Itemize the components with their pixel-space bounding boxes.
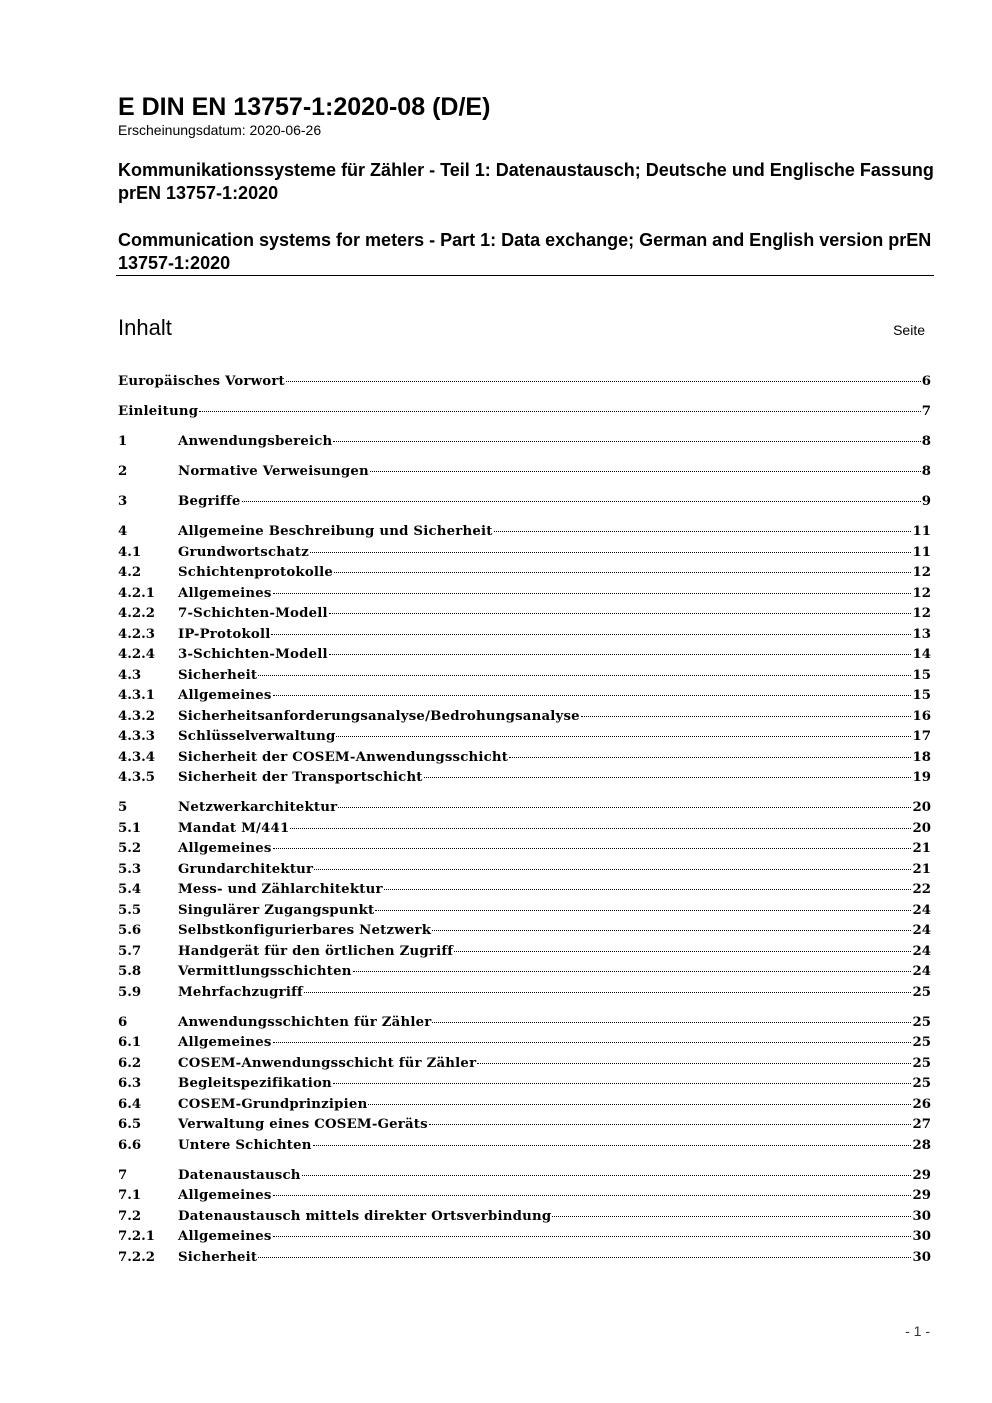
toc-dot-leader (273, 1195, 912, 1196)
toc-entry[interactable] (118, 1033, 931, 1054)
toc-dot-leader (429, 1124, 912, 1125)
toc-entry-title: Mehrfachzugriff (178, 984, 303, 1000)
toc-entry-title: COSEM-Anwendungsschicht für Zähler (178, 1055, 477, 1071)
toc-entry-title: Anwendungsbereich (178, 434, 333, 449)
issue-date: Erscheinungsdatum: 2020-06-26 (118, 122, 322, 138)
toc-entry-page: 24 (912, 902, 931, 918)
toc-dot-leader (273, 848, 912, 849)
toc-entry-title: Datenaustausch (178, 1167, 301, 1183)
toc-entry-page: 9 (921, 494, 931, 509)
toc-dot-leader (509, 757, 911, 758)
toc-entry[interactable] (118, 1227, 931, 1248)
toc-entry-title: Allgemeines (178, 688, 272, 703)
toc-entry[interactable] (118, 880, 931, 901)
toc-entry-title: Allgemeines (178, 1035, 272, 1050)
toc-dot-leader (329, 654, 912, 655)
toc-entry-page: 26 (912, 1096, 931, 1112)
toc-entry-page: 6 (921, 374, 931, 389)
toc-entry-number: 6 (118, 1014, 128, 1030)
toc-dot-leader (242, 501, 921, 502)
toc-entry[interactable] (118, 768, 931, 789)
toc-entry[interactable] (118, 1136, 931, 1157)
toc-entry-title: Untere Schichten (178, 1137, 312, 1153)
toc-dot-leader (333, 1083, 912, 1084)
toc-entry[interactable] (118, 707, 931, 728)
toc-entry-title: Anwendungsschichten für Zähler (178, 1014, 432, 1030)
toc-heading: Inhalt (118, 315, 172, 340)
toc-entry-page: 13 (912, 626, 931, 642)
toc-entry[interactable] (118, 1186, 931, 1207)
toc-entry-title: Einleitung (118, 404, 199, 419)
toc-entry[interactable] (118, 402, 931, 423)
toc-entry[interactable] (118, 1074, 931, 1095)
toc-entry-number: 6.6 (118, 1137, 142, 1153)
toc-dot-leader (432, 930, 911, 931)
toc-entry-page: 29 (912, 1167, 931, 1183)
title-german: Kommunikationssysteme für Zähler - Teil 1: Datenaustausch; Deutsche und Englische Fassung prEN 13757-1:2020 (118, 160, 934, 203)
toc-dot-leader (258, 1257, 911, 1258)
toc-dot-leader (273, 1042, 912, 1043)
page-number: - 1 - (905, 1323, 930, 1339)
toc-dot-leader (432, 1022, 911, 1023)
toc-dot-leader (368, 1104, 911, 1105)
toc-entry-number: 5.4 (118, 882, 142, 897)
toc-entry-title: Allgemeines (178, 841, 272, 856)
toc-dot-leader (581, 716, 912, 717)
toc-entry-title: 3-Schichten-Modell (178, 647, 328, 662)
header-divider (116, 275, 934, 276)
toc-entry-title: Allgemeines (178, 1188, 272, 1203)
toc-entry-page: 24 (912, 964, 931, 979)
toc-entry-title: Allgemeine Beschreibung und Sicherheit (178, 524, 493, 539)
toc-entry[interactable] (118, 462, 931, 483)
toc-entry[interactable] (118, 942, 931, 963)
toc-entry-page: 8 (921, 434, 931, 449)
toc-entry-page: 19 (912, 770, 931, 785)
toc-entry-number: 5.7 (118, 943, 142, 959)
toc-dot-leader (271, 634, 911, 635)
toc-entry-title: Schichtenprotokolle (178, 565, 334, 580)
toc-dot-leader (336, 736, 911, 737)
toc-entry-title: Sicherheit der Transportschicht (178, 770, 423, 785)
title-english: Communication systems for meters - Part 1: Data exchange; German and English version prEN 13757-1:2020 (118, 230, 932, 273)
toc-entry[interactable] (118, 666, 931, 687)
toc-entry-number: 4.3.2 (118, 708, 156, 724)
toc-entry-page: 12 (912, 606, 931, 621)
toc-entry[interactable] (118, 1013, 931, 1034)
toc-entry[interactable] (118, 839, 931, 860)
toc-entry-title: Sicherheit (178, 667, 258, 683)
toc-dot-leader (286, 381, 921, 382)
toc-dot-leader (273, 1236, 912, 1237)
toc-dot-leader (313, 1145, 912, 1146)
toc-dot-leader (273, 593, 912, 594)
toc-entry-number: 4.2.1 (118, 585, 156, 601)
toc-entry-page: 14 (912, 647, 931, 662)
toc-entry-page: 28 (912, 1137, 931, 1153)
toc-dot-leader (334, 572, 911, 573)
toc-entry-page: 27 (912, 1117, 931, 1132)
toc-dot-leader (199, 411, 921, 412)
toc-entry-title: Schlüsselverwaltung (178, 729, 336, 744)
toc-entry-page: 21 (912, 841, 931, 856)
toc-entry-number: 7 (118, 1167, 128, 1183)
toc-entry-title: Allgemeines (178, 1229, 272, 1244)
toc-entry[interactable] (118, 901, 931, 922)
toc-dot-leader (314, 869, 911, 870)
toc-entry-number: 4.3.3 (118, 729, 156, 744)
toc-dot-leader (333, 441, 920, 442)
toc-entry-page: 25 (912, 984, 931, 1000)
toc-entry-number: 6.4 (118, 1096, 142, 1112)
toc-entry[interactable] (118, 727, 931, 748)
toc-entry-number: 4 (118, 524, 128, 539)
toc-entry-number: 7.2.1 (118, 1229, 156, 1244)
toc-dot-leader (375, 910, 911, 911)
toc-entry-title: Sicherheit der COSEM-Anwendungsschicht (178, 749, 509, 765)
toc-dot-leader (273, 695, 912, 696)
toc-entry-number: 6.2 (118, 1055, 142, 1071)
toc-entry[interactable] (118, 604, 931, 625)
toc-entry-title: Europäisches Vorwort (118, 374, 285, 389)
toc-entry-number: 5 (118, 800, 128, 815)
toc-entry-page: 20 (912, 820, 931, 836)
toc-entry-page: 25 (912, 1014, 931, 1030)
toc-entry-page: 25 (912, 1055, 931, 1071)
toc-entry-number: 7.1 (118, 1188, 142, 1203)
toc-entry-title: Begleitspezifikation (178, 1076, 332, 1091)
toc-entry-title: Vermittlungsschichten (178, 964, 352, 979)
page-column-label: Seite (893, 322, 925, 338)
toc-entry-page: 24 (912, 923, 931, 938)
toc-entry[interactable] (118, 1166, 931, 1187)
toc-entry-number: 4.2.3 (118, 626, 156, 642)
toc-entry-page: 21 (912, 861, 931, 877)
toc-entry[interactable] (118, 1248, 931, 1269)
toc-entry[interactable] (118, 522, 931, 543)
toc-entry-page: 30 (912, 1229, 931, 1244)
toc-entry-number: 7.2.2 (118, 1249, 156, 1265)
toc-entry[interactable] (118, 1115, 931, 1136)
toc-entry-number: 5.2 (118, 841, 142, 856)
toc-entry[interactable] (118, 492, 931, 513)
toc-entry-title: Netzwerkarchitektur (178, 800, 338, 815)
toc-entry[interactable] (118, 432, 931, 453)
toc-entry-number: 5.8 (118, 964, 142, 979)
toc-entry[interactable] (118, 921, 931, 942)
toc-entry-page: 16 (912, 708, 931, 724)
toc-entry-title: Begriffe (178, 494, 241, 509)
toc-dot-leader (329, 613, 912, 614)
toc-entry[interactable] (118, 563, 931, 584)
toc-entry[interactable] (118, 543, 931, 564)
toc-entry-number: 3 (118, 494, 128, 509)
toc-dot-leader (424, 777, 912, 778)
toc-entry-title: COSEM-Grundprinzipien (178, 1096, 368, 1112)
toc-entry-page: 18 (912, 749, 931, 765)
toc-entry[interactable] (118, 748, 931, 769)
toc-entry-title: Verwaltung eines COSEM-Geräts (178, 1117, 428, 1132)
toc-entry[interactable] (118, 860, 931, 881)
toc-entry-number: 4.2 (118, 565, 142, 580)
toc-entry-number: 4.2.4 (118, 647, 156, 662)
toc-entry[interactable] (118, 798, 931, 819)
toc-dot-leader (477, 1063, 911, 1064)
toc-entry-title: IP-Protokoll (178, 626, 271, 642)
toc-entry-page: 12 (912, 565, 931, 580)
toc-entry-number: 4.2.2 (118, 606, 156, 621)
toc-entry-page: 11 (912, 544, 931, 560)
toc-entry-title: Mandat M/441 (178, 820, 290, 836)
toc-dot-leader (304, 992, 912, 993)
toc-entry-page: 22 (912, 882, 931, 897)
toc-entry-page: 25 (912, 1076, 931, 1091)
toc-entry-title: Handgerät für den örtlichen Zugriff (178, 943, 454, 959)
toc-entry-number: 5.6 (118, 923, 142, 938)
toc-entry-page: 30 (912, 1208, 931, 1224)
toc-entry-title: Selbstkonfigurierbares Netzwerk (178, 923, 432, 938)
toc-entry-number: 2 (118, 464, 128, 479)
toc-entry[interactable] (118, 1207, 931, 1228)
toc-entry[interactable] (118, 1095, 931, 1116)
toc-entry-number: 5.5 (118, 902, 142, 918)
toc-entry-title: Datenaustausch mittels direkter Ortsverbindung (178, 1208, 552, 1224)
toc-entry-title: Allgemeines (178, 585, 272, 601)
toc-entry-number: 6.3 (118, 1076, 142, 1091)
toc-dot-leader (353, 971, 912, 972)
toc-entry-page: 15 (912, 667, 931, 683)
toc-entry-title: 7-Schichten-Modell (178, 606, 328, 621)
document-title: E DIN EN 13757-1:2020-08 (D/E) (118, 93, 491, 121)
toc-entry-number: 4.3.4 (118, 749, 156, 765)
toc-entry-number: 4.3.1 (118, 688, 156, 703)
toc-entry[interactable] (118, 983, 931, 1004)
toc-entry-title: Sicherheitsanforderungsanalyse/Bedrohungsanalyse (178, 708, 580, 724)
toc-entry-number: 5.1 (118, 820, 142, 836)
toc-entry-title: Sicherheit (178, 1249, 258, 1265)
toc-entry-number: 7.2 (118, 1208, 142, 1224)
toc-dot-leader (384, 889, 912, 890)
toc-dot-leader (370, 471, 921, 472)
toc-dot-leader (290, 828, 911, 829)
toc-entry-number: 4.3 (118, 667, 142, 683)
toc-entry[interactable] (118, 372, 931, 393)
toc-dot-leader (302, 1175, 912, 1176)
toc-entry-page: 11 (912, 524, 931, 539)
toc-entry-title: Mess- und Zählarchitektur (178, 882, 383, 897)
toc-entry-page: 8 (921, 464, 931, 479)
toc-entry[interactable] (118, 584, 931, 605)
toc-entry-page: 29 (912, 1188, 931, 1203)
toc-entry-number: 5.9 (118, 984, 142, 1000)
toc-entry-number: 6.5 (118, 1117, 142, 1132)
toc-entry-page: 7 (921, 404, 931, 419)
toc-entry[interactable] (118, 962, 931, 983)
toc-entry-number: 4.1 (118, 544, 142, 560)
toc-entry-title: Grundwortschatz (178, 544, 310, 560)
toc-dot-leader (494, 531, 912, 532)
toc-entry-page: 30 (912, 1249, 931, 1265)
toc-dot-leader (258, 675, 911, 676)
toc-entry-number: 5.3 (118, 861, 142, 877)
toc-entry-page: 17 (912, 729, 931, 744)
toc-dot-leader (552, 1216, 911, 1217)
table-of-contents (118, 372, 931, 1268)
toc-entry-page: 24 (912, 943, 931, 959)
toc-entry-page: 25 (912, 1035, 931, 1050)
toc-entry[interactable] (118, 645, 931, 666)
toc-entry-title: Normative Verweisungen (178, 464, 369, 479)
toc-dot-leader (310, 552, 911, 553)
toc-dot-leader (454, 951, 911, 952)
toc-entry-title: Grundarchitektur (178, 861, 314, 877)
toc-entry[interactable] (118, 625, 931, 646)
toc-entry-page: 12 (912, 585, 931, 601)
toc-entry-number: 6.1 (118, 1035, 142, 1050)
toc-entry-title: Singulärer Zugangspunkt (178, 902, 375, 918)
toc-entry[interactable] (118, 819, 931, 840)
toc-entry[interactable] (118, 686, 931, 707)
toc-entry-page: 20 (912, 800, 931, 815)
toc-entry-number: 4.3.5 (118, 770, 156, 785)
toc-entry[interactable] (118, 1054, 931, 1075)
toc-entry-number: 1 (118, 434, 128, 449)
toc-entry-page: 15 (912, 688, 931, 703)
toc-dot-leader (338, 807, 911, 808)
